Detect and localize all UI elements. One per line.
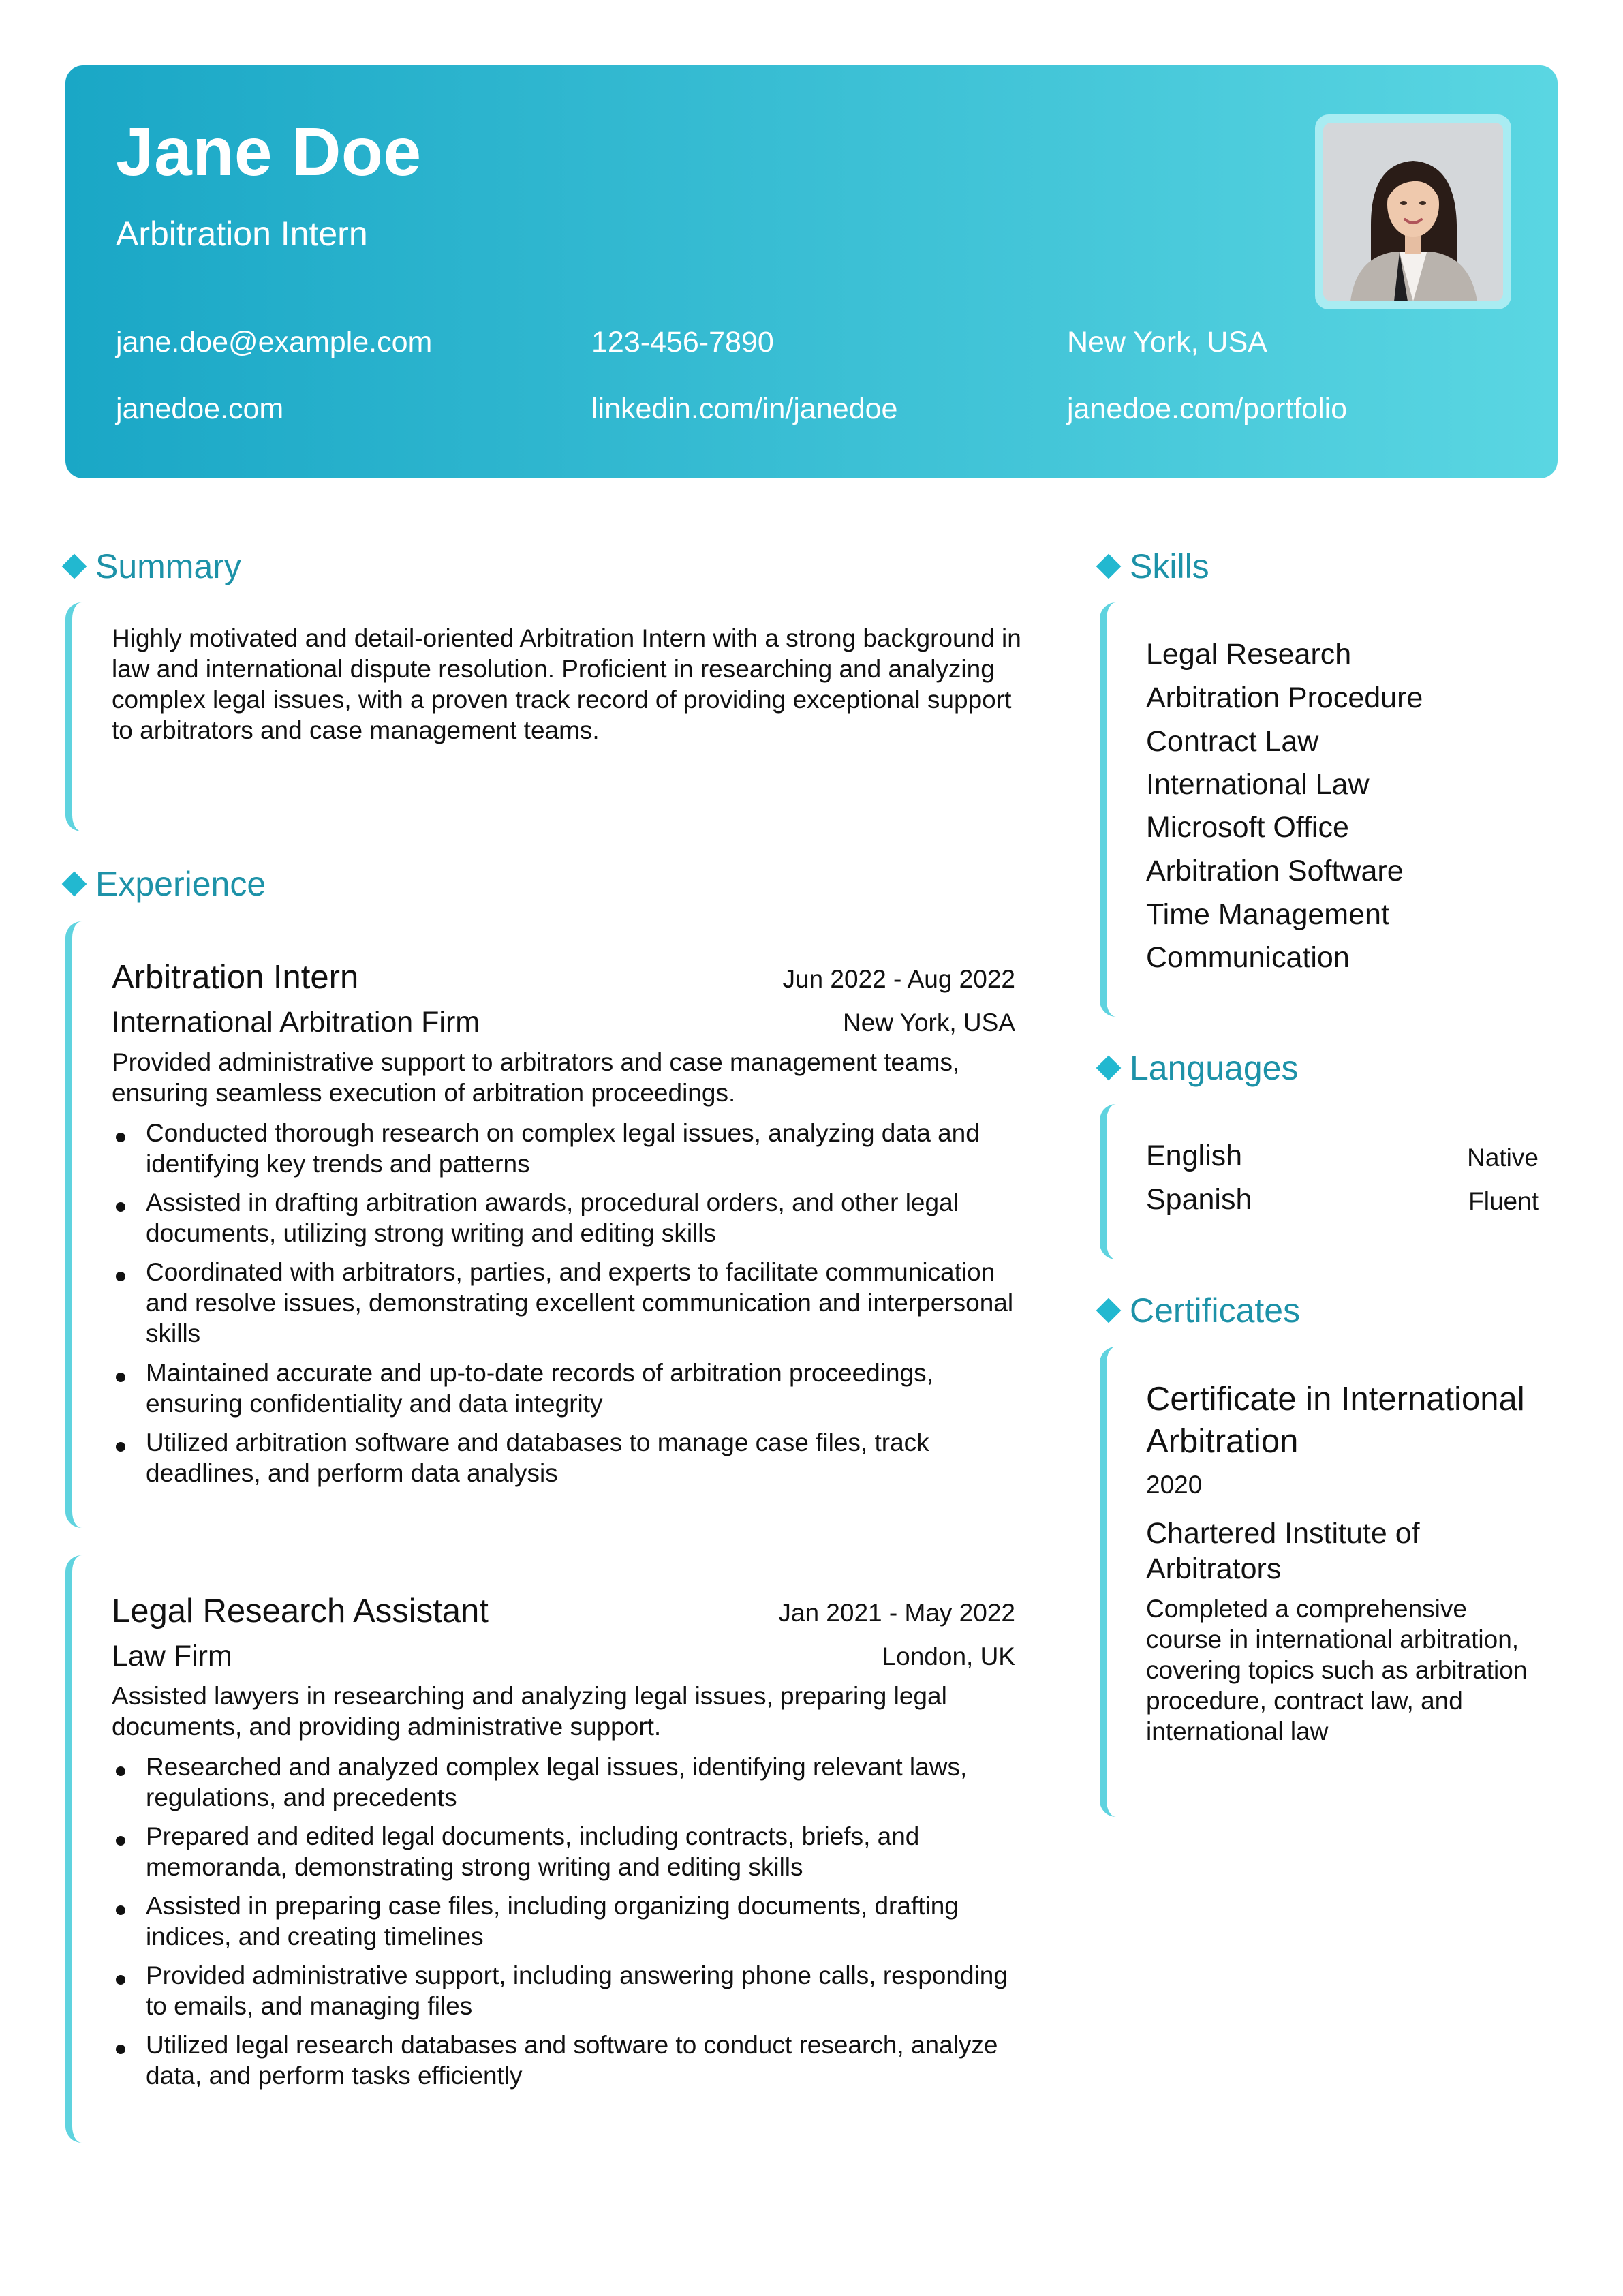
bullet-dot-icon (116, 1905, 125, 1915)
contact-website[interactable]: janedoe.com (116, 393, 284, 425)
certificate-organization: Chartered Institute of Arbitrators (1146, 1517, 1420, 1585)
bullet-dot-icon (116, 1133, 125, 1142)
skill-item: Microsoft Office (1146, 811, 1349, 844)
job-bullet: Prepared and edited legal documents, including contracts, briefs, and memoranda, demonstrating strong writing and editing skills (112, 1821, 1032, 1882)
job-bullet: Researched and analyzed complex legal issues, identifying relevant laws, regulations, and precedents (112, 1751, 1032, 1813)
job-title: Arbitration Intern (112, 959, 359, 996)
job-description: Provided administrative support to arbitrators and case management teams, ensuring seamless execution of arbitration proceedings. (112, 1048, 960, 1107)
diamond-bullet-icon (1096, 554, 1122, 579)
job-bullet: Utilized legal research databases and software to conduct research, analyze data, and perform tasks efficiently (112, 2030, 1032, 2091)
job-bullet: Coordinated with arbitrators, parties, and experts to facilitate communication and resolve issues, demonstrating excellent communication and interpersonal skills (112, 1257, 1032, 1349)
diamond-bullet-icon (1096, 1056, 1122, 1081)
certificate-year: 2020 (1146, 1471, 1203, 1499)
contact-portfolio[interactable]: janedoe.com/portfolio (1067, 393, 1348, 425)
candidate-name: Jane Doe (116, 114, 422, 190)
language-level: Fluent (1468, 1187, 1539, 1215)
certificate-description: Completed a comprehensive course in international arbitration, covering topics such as arbitration procedure, contract law, and international law (1146, 1595, 1528, 1745)
bullet-dot-icon (116, 1373, 125, 1382)
certificate-title: Certificate in International Arbitration (1146, 1381, 1525, 1460)
diamond-bullet-icon (62, 872, 87, 897)
resume-header (65, 65, 1558, 478)
skill-item: Arbitration Procedure (1146, 682, 1423, 714)
skill-item: Contract Law (1146, 725, 1319, 758)
skill-item: Arbitration Software (1146, 855, 1404, 887)
job-description: Assisted lawyers in researching and analyzing legal issues, preparing legal documents, and providing administrative support. (112, 1682, 947, 1741)
summary-title: Summary (95, 547, 241, 585)
skills-title: Skills (1130, 547, 1209, 585)
contact-location: New York, USA (1067, 326, 1267, 358)
experience-job (65, 921, 1015, 1528)
language-level: Native (1467, 1144, 1539, 1172)
job-dates: Jun 2022 - Aug 2022 (782, 965, 1015, 993)
job-dates: Jan 2021 - May 2022 (778, 1599, 1015, 1627)
experience-job (65, 1555, 1015, 2143)
bullet-dot-icon (116, 1442, 125, 1452)
experience-title: Experience (95, 865, 266, 903)
job-company: International Arbitration Firm (112, 1006, 480, 1039)
job-title: Legal Research Assistant (112, 1593, 489, 1629)
bullet-dot-icon (116, 1766, 125, 1776)
bullet-dot-icon (116, 1202, 125, 1212)
skill-item: International Law (1146, 768, 1370, 801)
languages-block (1100, 1104, 1539, 1259)
bullet-dot-icon (116, 1836, 125, 1846)
job-location: London, UK (882, 1642, 1015, 1670)
diamond-bullet-icon (62, 554, 87, 579)
job-location: New York, USA (843, 1009, 1015, 1037)
bullet-dot-icon (116, 2045, 125, 2054)
job-bullet: Provided administrative support, including answering phone calls, responding to emails, and managing files (112, 1960, 1032, 2021)
certificate-block (1100, 1347, 1539, 1817)
diamond-bullet-icon (1096, 1298, 1122, 1323)
bullet-dot-icon (116, 1975, 125, 1985)
summary-text: Highly motivated and detail-oriented Arbitration Intern with a strong background in law and international dispute resolution. Proficient in researching and analyzing complex legal issues, with a proven track record of providing exceptional support to arbitrators and case management teams. (112, 624, 1021, 744)
skill-item: Legal Research (1146, 638, 1352, 671)
certificates-title: Certificates (1130, 1291, 1301, 1330)
language-name: Spanish (1146, 1183, 1252, 1216)
skill-item: Time Management (1146, 898, 1389, 931)
skills-block (1100, 602, 1539, 1017)
language-name: English (1146, 1139, 1243, 1172)
job-bullet: Maintained accurate and up-to-date records of arbitration proceedings, ensuring confidentiality and data integrity (112, 1358, 1032, 1419)
job-bullet: Assisted in drafting arbitration awards, procedural orders, and other legal documents, utilizing strong writing and editing skills (112, 1187, 1032, 1249)
job-bullet: Utilized arbitration software and databases to manage case files, track deadlines, and perform data analysis (112, 1427, 1032, 1488)
candidate-role: Arbitration Intern (116, 215, 368, 253)
job-bullet: Assisted in preparing case files, including organizing documents, drafting indices, and creating timelines (112, 1891, 1032, 1952)
job-bullet: Conducted thorough research on complex legal issues, analyzing data and identifying key trends and patterns (112, 1118, 1032, 1179)
skill-item: Communication (1146, 941, 1350, 974)
contact-phone[interactable]: 123-456-7890 (591, 326, 774, 358)
profile-photo (1315, 114, 1511, 309)
summary-block (65, 602, 1021, 831)
job-company: Law Firm (112, 1640, 232, 1672)
contact-linkedin[interactable]: linkedin.com/in/janedoe (591, 393, 898, 425)
bullet-dot-icon (116, 1272, 125, 1281)
profile-portrait-icon (1323, 123, 1503, 301)
contact-email[interactable]: jane.doe@example.com (116, 326, 433, 358)
languages-title: Languages (1130, 1049, 1299, 1087)
